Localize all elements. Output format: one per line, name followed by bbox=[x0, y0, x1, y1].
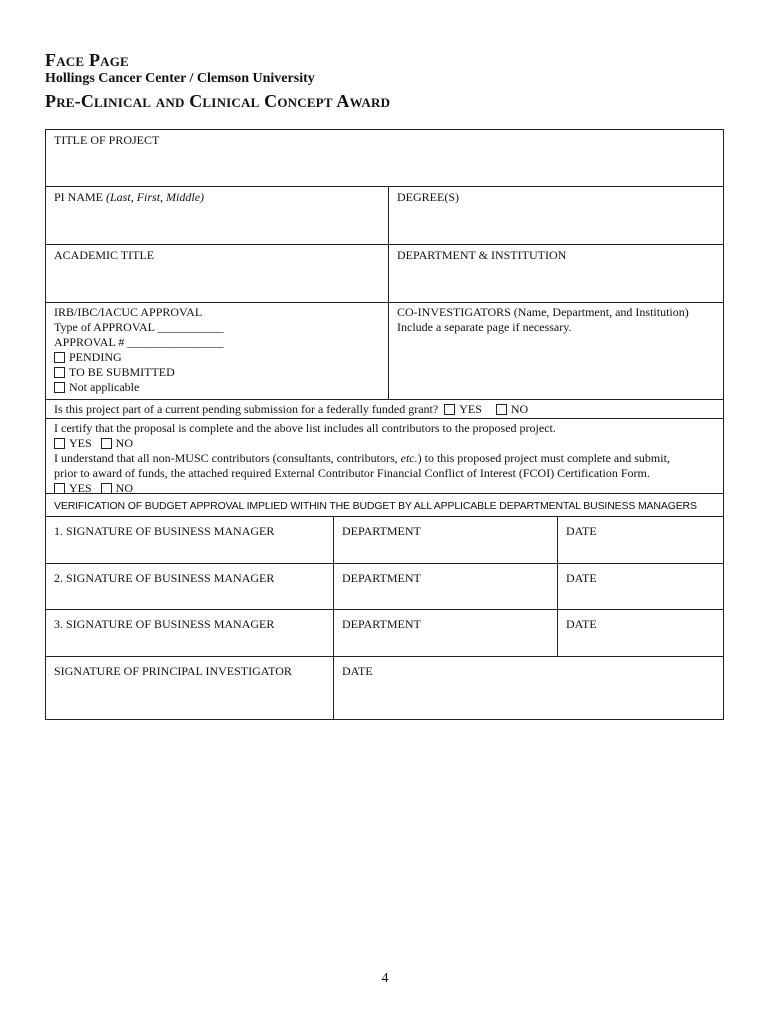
department-institution-field[interactable] bbox=[388, 245, 723, 302]
certify-yes-checkbox[interactable] bbox=[54, 438, 65, 449]
award-title: Pre-Clinical and Clinical Concept Award bbox=[45, 91, 391, 111]
pi-name-hint: (Last, First, Middle) bbox=[106, 190, 205, 204]
not-applicable-option[interactable]: Not applicable bbox=[54, 380, 388, 395]
co-investigators-heading: CO-INVESTIGATORS (Name, Department, and Institution) bbox=[397, 305, 689, 319]
certify-no-checkbox[interactable] bbox=[101, 438, 112, 449]
federal-question-cell bbox=[46, 400, 723, 418]
co-investigators-field[interactable] bbox=[388, 303, 723, 399]
fcoi-text-line2: prior to award of funds, the attached required External Contributor Financial Conflict of Interest (FCOI) Certification Form. bbox=[54, 466, 650, 480]
signature-field[interactable]: 1. SIGNATURE OF BUSINESS MANAGER bbox=[54, 524, 275, 538]
federal-yes-label: YES bbox=[459, 402, 482, 416]
verification-text: VERIFICATION OF BUDGET APPROVAL IMPLIED WITHIN THE BUDGET BY ALL APPLICABLE DEPARTMENTAL BUSINESS MANAGERS bbox=[54, 500, 697, 512]
date-field[interactable]: DATE bbox=[557, 517, 723, 563]
title-of-project-field[interactable] bbox=[46, 130, 723, 186]
signature-row-2 bbox=[46, 564, 723, 610]
co-investigators-note: Include a separate page if necessary. bbox=[397, 320, 572, 334]
to-be-submitted-option[interactable]: TO BE SUBMITTED bbox=[54, 365, 388, 380]
pi-signature-row bbox=[46, 657, 723, 719]
department-field[interactable]: DEPARTMENT bbox=[333, 564, 557, 609]
department-field[interactable]: DEPARTMENT bbox=[333, 517, 557, 563]
pi-name-label: PI NAME bbox=[54, 190, 104, 204]
certify-no-label: NO bbox=[115, 436, 134, 450]
signature-field[interactable]: 3. SIGNATURE OF BUSINESS MANAGER bbox=[54, 617, 275, 631]
pending-option[interactable]: PENDING bbox=[54, 350, 388, 365]
certify-options bbox=[54, 436, 723, 451]
federal-yes-checkbox[interactable] bbox=[444, 404, 455, 415]
signature-field[interactable]: 2. SIGNATURE OF BUSINESS MANAGER bbox=[54, 571, 275, 585]
certify-yes-label: YES bbox=[69, 436, 92, 450]
pi-signature-field[interactable]: SIGNATURE OF PRINCIPAL INVESTIGATOR bbox=[54, 664, 292, 678]
irb-heading: IRB/IBC/IACUC APPROVAL bbox=[54, 305, 203, 319]
fcoi-text-line1: I understand that all non-MUSC contributors (consultants, contributors, etc.) to this proposed project must complete and submit, bbox=[54, 451, 670, 465]
pi-row bbox=[46, 187, 723, 245]
fcoi-no-checkbox[interactable] bbox=[101, 483, 112, 494]
signature-row-1 bbox=[46, 517, 723, 564]
department-institution-label: DEPARTMENT & INSTITUTION bbox=[397, 248, 567, 262]
fcoi-yes-label: YES bbox=[69, 481, 92, 495]
federal-question: Is this project part of a current pending submission for a federally funded grant? bbox=[54, 402, 439, 416]
fcoi-no-label: NO bbox=[115, 481, 134, 495]
degrees-label: DEGREE(S) bbox=[397, 190, 459, 204]
degrees-field[interactable] bbox=[388, 187, 723, 244]
department-field[interactable]: DEPARTMENT bbox=[333, 610, 557, 656]
irb-approval-cell bbox=[46, 303, 388, 399]
academic-row bbox=[46, 245, 723, 303]
date-field[interactable]: DATE bbox=[557, 610, 723, 656]
pi-date-field[interactable]: DATE bbox=[333, 657, 723, 719]
academic-title-label: ACADEMIC TITLE bbox=[54, 248, 155, 262]
face-page-form bbox=[45, 129, 724, 720]
title-row bbox=[46, 130, 723, 187]
not-applicable-checkbox[interactable] bbox=[54, 382, 65, 393]
pi-name-field[interactable] bbox=[46, 187, 388, 244]
organization-line: Hollings Cancer Center / Clemson University bbox=[45, 71, 315, 86]
federal-row bbox=[46, 400, 723, 419]
page-number: 4 bbox=[381, 971, 389, 986]
verification-row bbox=[46, 494, 723, 517]
federal-no-label: NO bbox=[510, 402, 529, 416]
certify-row bbox=[46, 419, 723, 494]
certify-cell bbox=[46, 419, 723, 493]
approval-type-line[interactable]: Type of APPROVAL ___________ bbox=[54, 320, 224, 334]
pending-checkbox[interactable] bbox=[54, 352, 65, 363]
page-title: Face Page bbox=[45, 50, 129, 70]
signature-row-3 bbox=[46, 610, 723, 657]
fcoi-yes-checkbox[interactable] bbox=[54, 483, 65, 494]
academic-title-field[interactable] bbox=[46, 245, 388, 302]
approval-number-line[interactable]: APPROVAL # ________________ bbox=[54, 335, 224, 349]
federal-no-checkbox[interactable] bbox=[496, 404, 507, 415]
title-of-project-label: TITLE OF PROJECT bbox=[54, 133, 160, 147]
certify-text: I certify that the proposal is complete and the above list includes all contributors to the proposed project. bbox=[54, 421, 556, 435]
to-be-submitted-checkbox[interactable] bbox=[54, 367, 65, 378]
irb-row bbox=[46, 303, 723, 400]
date-field[interactable]: DATE bbox=[557, 564, 723, 609]
